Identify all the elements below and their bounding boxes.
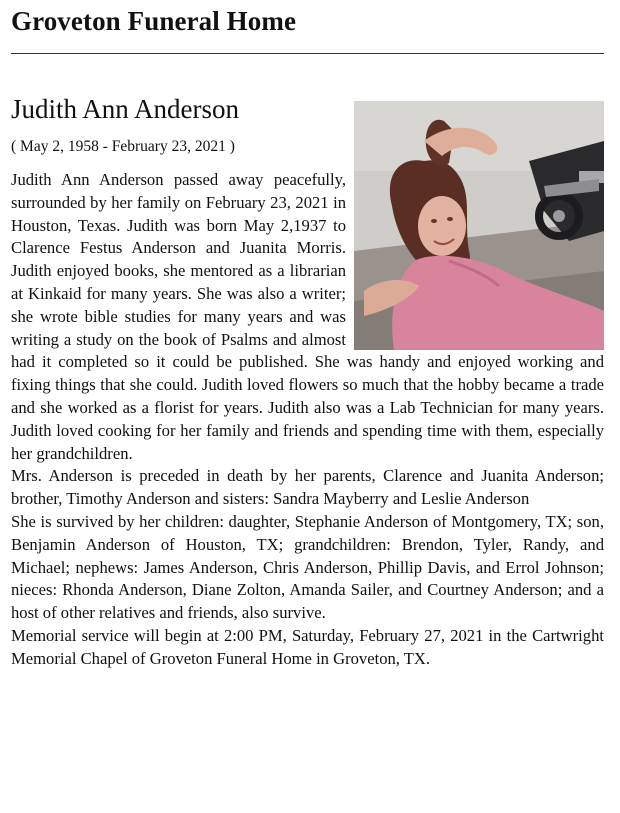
header-divider (11, 53, 604, 54)
obituary-name: Judith Ann Anderson (11, 94, 240, 124)
obituary-paragraph-service: Memorial service will begin at 2:00 PM, Saturday, February 27, 2021 in the Cartwright Memorial Chapel of Groveton Funeral Home in Groveton, TX. (11, 625, 604, 668)
obituary-paragraph-preceded: Mrs. Anderson is preceded in death by her parents, Clarence and Juanita Anderson; brother, Timothy Anderson and sisters: Sandra Mayberry and Leslie Anderson (11, 466, 604, 509)
portrait-image (354, 101, 604, 350)
obituary-photo (354, 101, 604, 350)
obituary-dates: ( May 2, 1958 - February 23, 2021 ) (11, 138, 235, 155)
obituary-paragraph-survivors: She is survived by her children: daughter, Stephanie Anderson of Montgomery, TX; son, Benjamin Anderson of Houston, TX; grandchildren: Brendon, Tyler, Randy, and Michael; nephews: James Anderson, Chris Anderson, Phillip Davis, and Errol Johnson; nieces: Rhonda Anderson, Diane Zolton, Amanda Sailer, and Courtney Anderson; and a host of other relatives and friends, also survive. (11, 511, 604, 623)
site-title: Groveton Funeral Home (11, 6, 297, 36)
obituary-paragraph-life: Judith Ann Anderson passed away peacefully, surrounded by her family on February 23, 2021 in Houston, Texas. Judith was born May 2,1937 to Clarence Festus Anderson and Juanita Morris. Judith enjoyed books, she mentored as a librarian at Kinkaid for many years. She was also a writer; she wrote bible studies for many years and was writing a study on the book of Psalms and almost had it completed so it could be published. She was handy and enjoyed working and fixing things that she could. Judith loved flowers so much that the hobby became a trade and she worked as a florist for years. Judith also was a Lab Technician for many years. Judith loved cooking for her family and friends and spending time with them, especially her grandchildren. (11, 170, 604, 463)
obituary (11, 92, 604, 671)
